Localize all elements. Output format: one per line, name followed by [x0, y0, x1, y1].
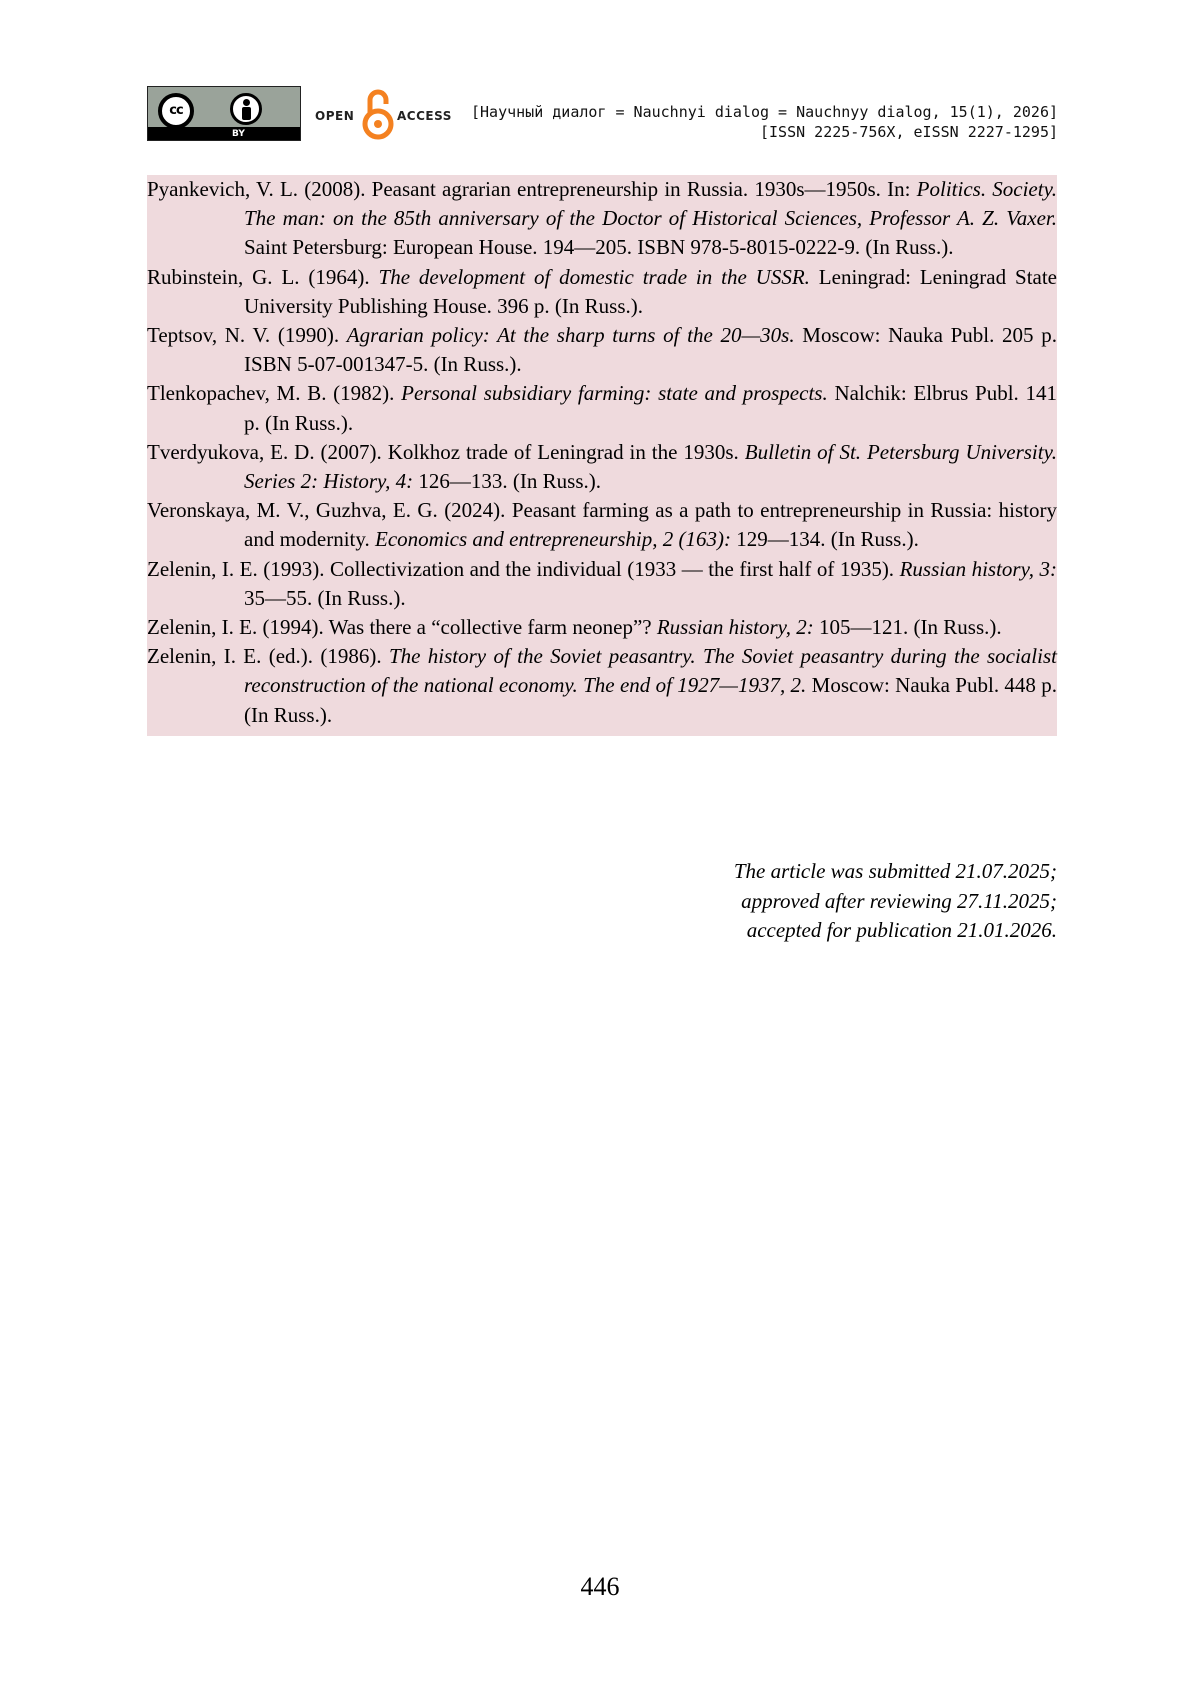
approved-date: approved after reviewing 27.11.2025;	[741, 888, 1057, 913]
reference-item: Zelenin, I. E. (ed.). (1986). The history of the Soviet peasantry. The Soviet peasantry during the socialist reconstruction of the national economy. The end of 1927—1937, 2. Moscow: Nauka Publ. 448 p. (In Russ.).	[147, 644, 1057, 727]
reference-item: Veronskaya, M. V., Guzhva, E. G. (2024). Peasant farming as a path to entrepreneurship in Russia: history and modernity. Economics and entrepreneurship, 2 (163): 129—134. (In Russ.).	[147, 498, 1057, 552]
journal-citation: [Научный диалог = Nauchnyi dialog = Nauchnyy dialog, 15(1), 2026]	[471, 103, 1058, 121]
accepted-date: accepted for publication 21.01.2026.	[746, 918, 1057, 942]
reference-item: Zelenin, I. E. (1993). Collectivization and the individual (1933 — the first half of 1935). Russian history, 3: 35—55. (In Russ.).	[147, 556, 1057, 610]
access-label: ACCESS	[397, 109, 452, 123]
references-list	[147, 175, 1057, 736]
cc-icon: cc	[158, 93, 194, 129]
open-label: OPEN	[315, 109, 355, 123]
reference-item: Rubinstein, G. L. (1964). The development of domestic trade in the USSR. Leningrad: Leningrad State University Publishing House. 396 p. (In Russ.).	[147, 264, 1058, 318]
open-access-logo[interactable]	[315, 86, 465, 142]
reference-item: Zelenin, I. E. (1994). Was there a “collective farm neonep”? Russian history, 2: 105—121. (In Russ.).	[147, 615, 1002, 640]
by-label: BY	[232, 129, 245, 139]
reference-item: Tverdyukova, E. D. (2007). Kolkhoz trade of Leningrad in the 1930s. Bulletin of St. Petersburg University. Series 2: History, 4: 126—133. (In Russ.).	[147, 439, 1058, 494]
submission-dates	[734, 857, 1057, 946]
reference-item: Teptsov, N. V. (1990). Agrarian policy: At the sharp turns of the 20—30s. Moscow: Nauka Publ. 205 p. ISBN 5-07-001347-5. (In Russ.).	[147, 323, 1057, 377]
journal-issn: [ISSN 2225-756X, eISSN 2227-1295]	[759, 123, 1058, 141]
journal-info	[471, 102, 1058, 142]
by-strip	[148, 127, 300, 140]
reference-item: Pyankevich, V. L. (2008). Peasant agrarian entrepreneurship in Russia. 1930s—1950s. In: Politics. Society. The man: on the 85th anniversary of the Doctor of Historical Sciences, Professor A. Z. Vaxer. Saint Petersburg: European House. 194—205. ISBN 978-5-8015-0222-9. (In Russ.).	[147, 177, 1057, 260]
submitted-date: The article was submitted 21.07.2025;	[733, 859, 1057, 883]
page-number: 446	[580, 1572, 620, 1601]
person-icon	[230, 93, 262, 125]
open-lock-icon	[361, 86, 395, 142]
cc-by-license-badge[interactable]	[147, 86, 301, 141]
reference-item: Tlenkopachev, M. B. (1982). Personal subsidiary farming: state and prospects. Nalchik: Elbrus Publ. 141 p. (In Russ.).	[147, 381, 1058, 435]
